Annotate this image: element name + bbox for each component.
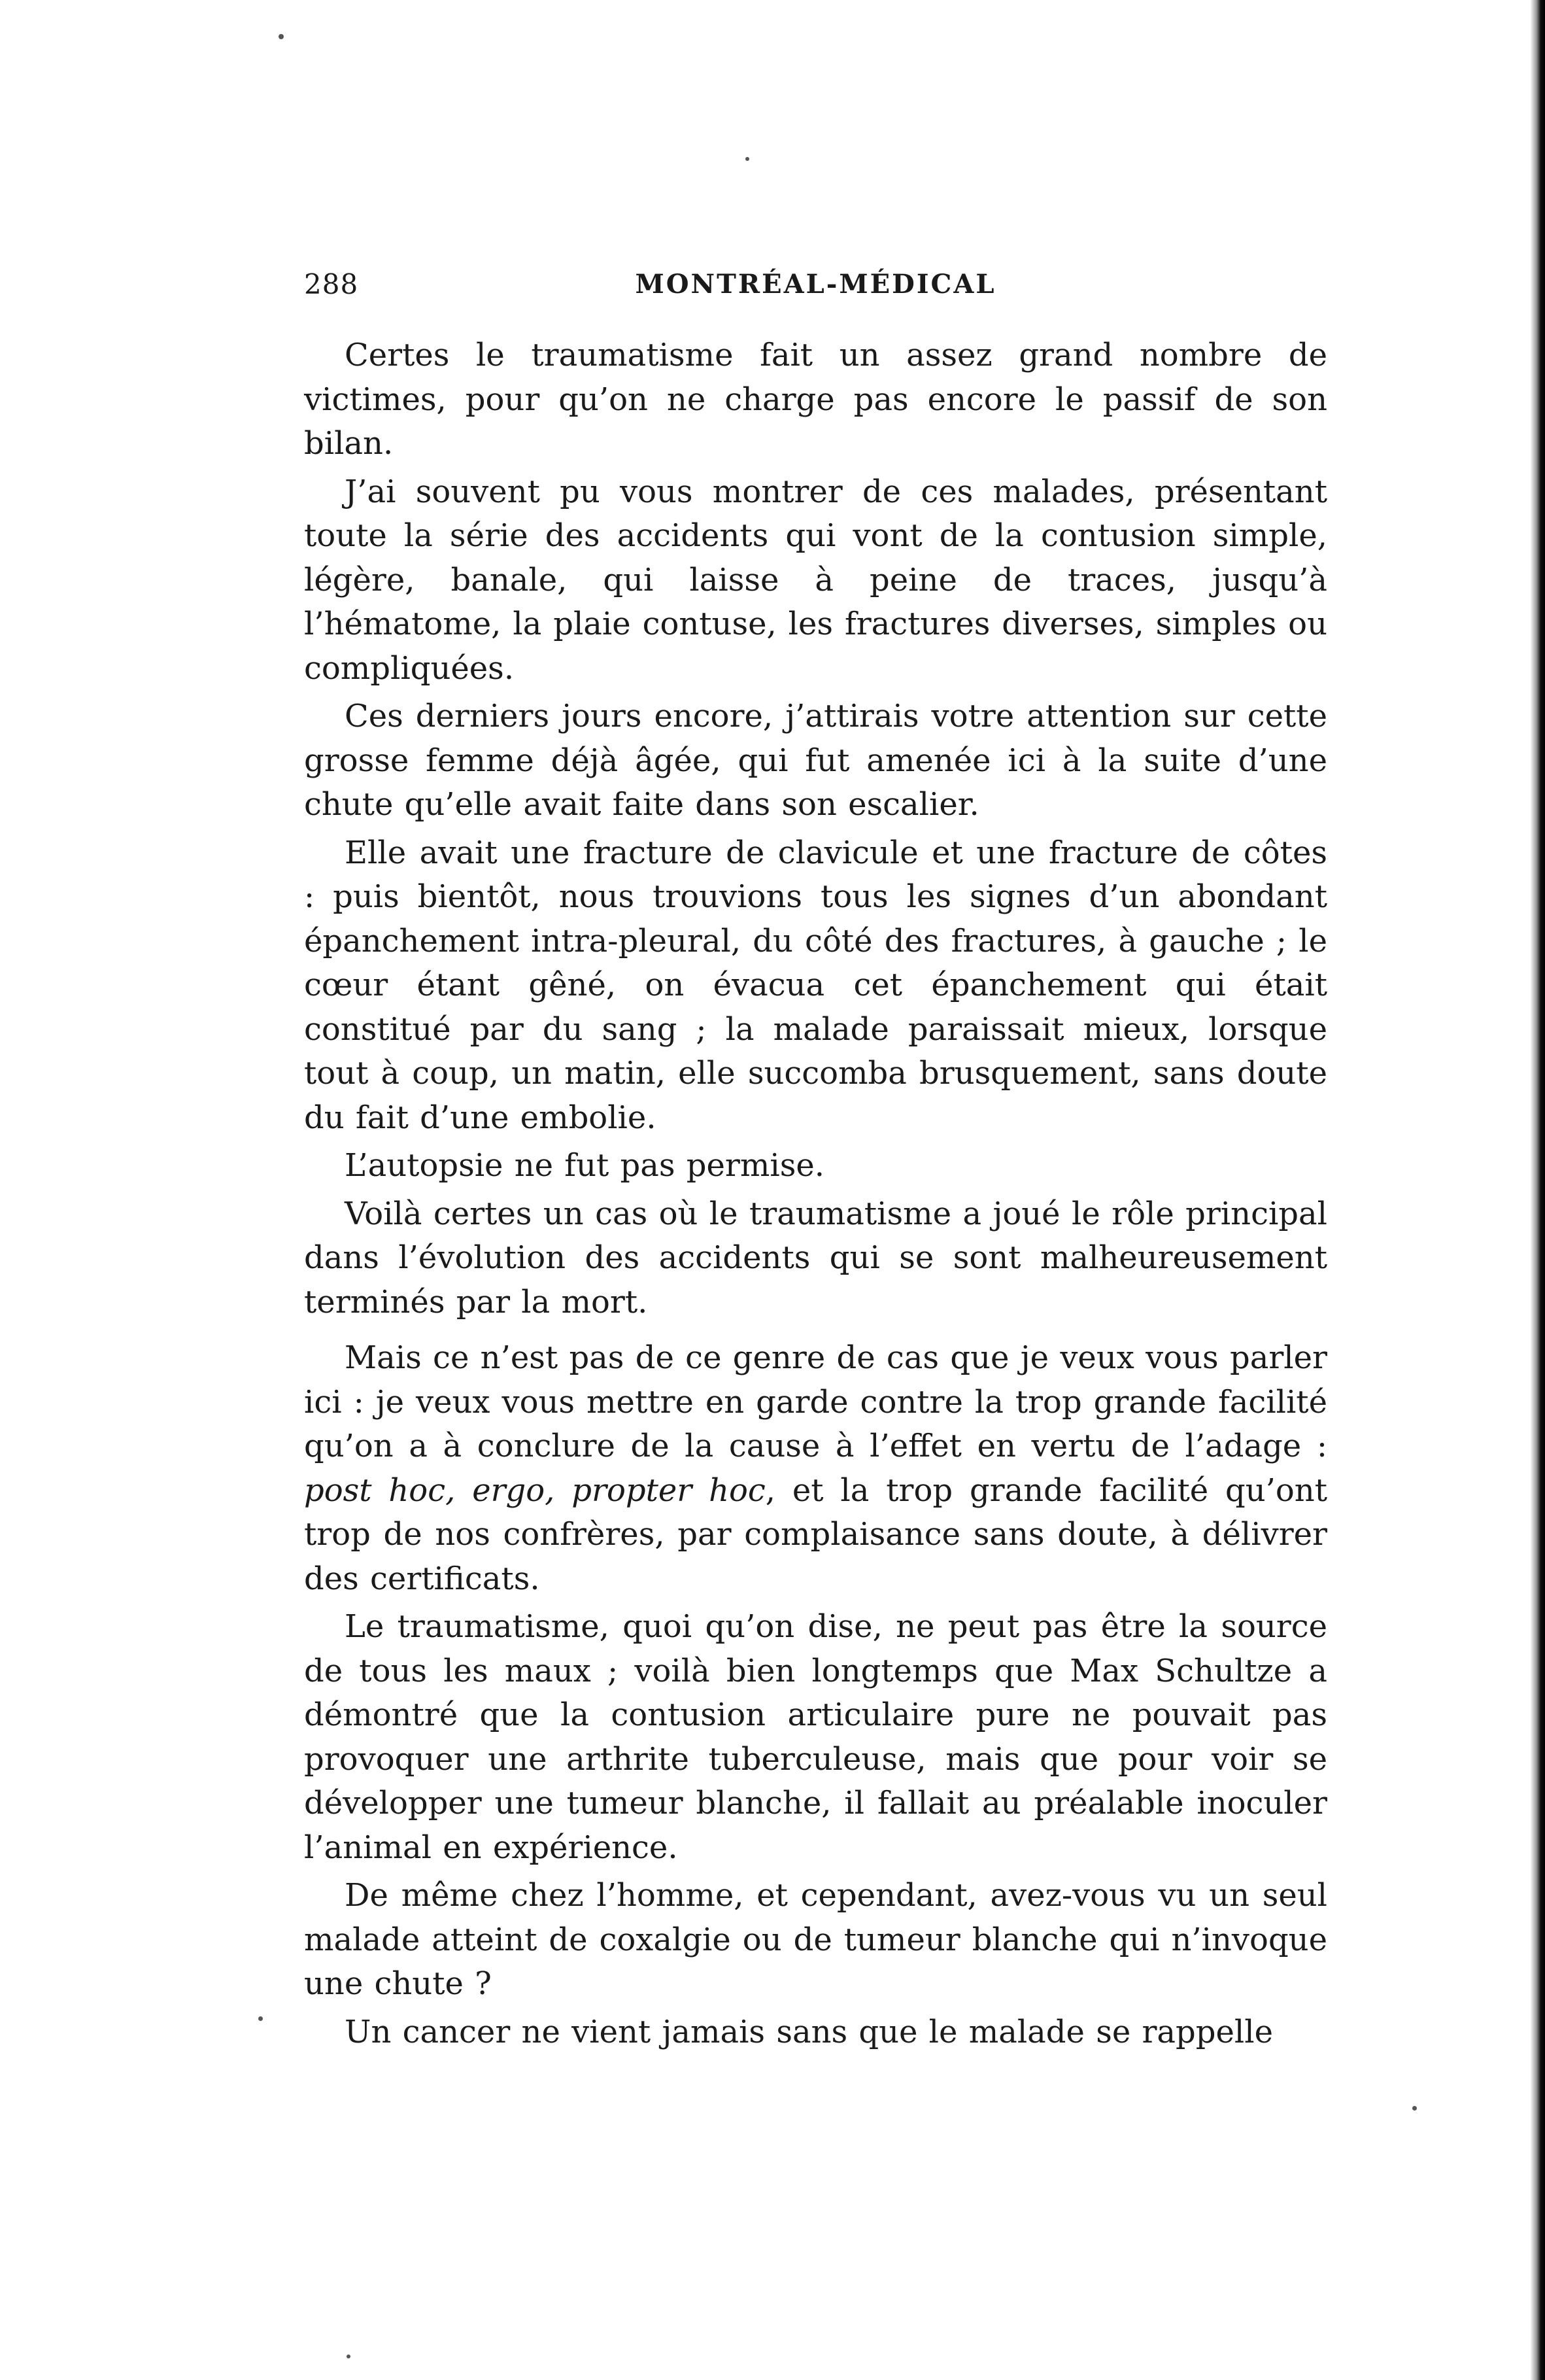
paragraph: Elle avait une fracture de clavicule et une fracture de côtes : puis bientôt, nous trouvions tous les signes d’un abondant épanchement intra-pleural, du côté des fractures, à gauche ; le cœur étant gêné, on évacua cet épanchement qui était constitué par du sang ; la malade paraissait mieux, lorsque tout à coup, un matin, elle succomba brusquement, sans doute du fait d’une embolie. [304,834,1327,1136]
paragraph: Ces derniers jours encore, j’attirais votre attention sur cette grosse femme déjà âgée, qui fut amenée ici à la suite d’une chute qu’elle avait faite dans son escalier. [304,698,1327,823]
paragraph: Le traumatisme, quoi qu’on dise, ne peut pas être la source de tous les maux ; voilà bien longtemps que Max Schultze a démontré que la contusion articulaire pure ne pouvait pas provoquer une arthrite tuberculeuse, mais que pour voir se développer une tumeur blanche, il fallait au préalable inoculer l’animal en expérience. [304,1608,1327,1866]
body-text [304,334,1327,2058]
scan-edge-shadow [1531,0,1545,2380]
scan-speck [1412,2106,1417,2111]
scan-speck [258,2016,263,2021]
paragraph: Voilà certes un cas où le traumatisme a joué le rôle principal dans l’évolution des accidents qui se sont malheureusement terminés par la mort. [304,1195,1327,1320]
paragraph: De même chez l’homme, et cependant, avez-vous vu un seul malade atteint de coxalgie ou de tumeur blanche qui n’invoque une chute ? [304,1877,1327,2002]
scan-speck [279,34,284,39]
paragraph: J’ai souvent pu vous montrer de ces malades, présentant toute la série des accidents qui vont de la contusion simple, légère, banale, qui laisse à peine de traces, jusqu’à l’hématome, la plaie contuse, les fractures diverses, simples ou compliquées. [304,473,1327,687]
running-title: MONTRÉAL-MÉDICAL [635,269,996,300]
paragraph-text: Mais ce n’est pas de ce genre de cas que je veux vous parler ici : je veux vous mettre en garde contre la trop grande facilité qu’on a à conclure de la cause à l’effet en vertu de l’adage : [304,1339,1327,1464]
scan-speck [347,2354,350,2358]
latin-adage: post hoc, ergo, propter hoc [304,1472,766,1509]
paragraph: L’autopsie ne fut pas permise. [345,1147,824,1184]
paragraph: Un cancer ne vient jamais sans que le malade se rappelle [345,2013,1274,2050]
paragraph-text: , et la trop grande facilité qu’ont trop de nos confrères, par complaisance sans doute, à délivrer des certificats. [304,1472,1327,1597]
paragraph: Certes le traumatisme fait un assez grand nombre de victimes, pour qu’on ne charge pas encore le passif de son bilan. [304,337,1327,462]
page-number: 288 [304,268,359,300]
page-header [304,265,1327,304]
paragraph-with-latin-adage [304,1336,1327,1601]
scan-speck [745,157,749,161]
